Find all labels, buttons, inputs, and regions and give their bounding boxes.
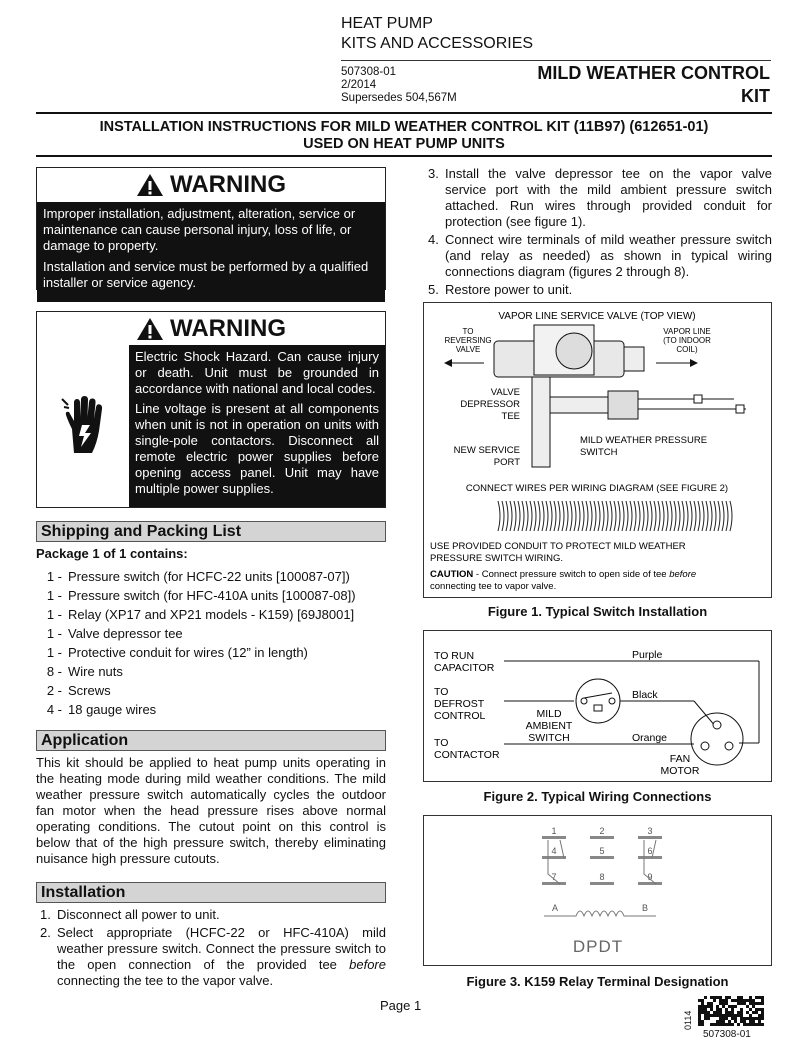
warning-para-1: Improper installation, adjustment, alteration, service or maintenance can cause personal injury, loss of life, or damage to property. [43,206,356,253]
item-text: Pressure switch (for HCFC-22 units [100087-07]) [68,569,350,584]
list-item [40,681,390,700]
category-line-1: HEAT PUMP [341,15,433,32]
step-text-part: Select appropriate (HCFC-22 or HFC-410A) mild weather pressure switch. Connect the pressure switch to the open connection of the provided tee [57,925,386,972]
item-text: Valve depressor tee [68,626,183,641]
warning-body [129,345,385,507]
warning-heading [37,312,385,345]
relay-terminal-label: 4 [551,846,557,856]
relay-terminal [542,836,566,839]
relay-coil-icon [544,911,656,916]
fig1-label-switch: SWITCH [580,447,618,458]
fig2-label-contactor: TO [434,737,449,749]
fig1-title: VAPOR LINE SERVICE VALVE (TOP VIEW) [498,311,696,322]
list-item [40,700,390,719]
figure-3-diagram [423,815,772,966]
coil-label-a: A [552,903,559,913]
packing-list [40,567,390,719]
relay-terminal-label: 3 [647,826,653,836]
step-number: 3. [428,166,439,181]
fig2-label-black: Black [632,689,658,701]
fig1-label-vapor: COIL) [676,345,698,354]
relay-terminal [542,882,566,885]
step-5 [428,282,772,298]
category-line-2: KITS AND ACCESSORIES [341,35,534,52]
relay-terminal-label: 8 [599,872,605,882]
relay-terminal [638,882,662,885]
relay-terminal-label: 6 [647,846,653,856]
fig1-label-reversing: REVERSING [444,336,492,345]
item-text: Screws [68,683,111,698]
fig1-label-depressor: VALVE [490,387,520,398]
fig1-label-depressor: TEE [501,411,520,422]
fig2-label-defrost: CONTROL [434,710,486,722]
item-text: Protective conduit for wires (12” in length) [68,645,308,660]
step-text: Install the valve depressor tee on the vapor valve service port with the mild ambient pressure switch attached. Run wires through provided conduit for protection (see figure 1). [445,166,772,229]
step-number: 1. [40,907,51,922]
fig2-label-mild: MILD [536,708,562,720]
figure-3-caption: Figure 3. K159 Relay Terminal Designation [466,974,729,989]
item-text: Relay (XP17 and XP21 models - K159) [69J8001] [68,607,355,622]
figure-2-caption: Figure 2. Typical Wiring Connections [483,789,712,804]
relay-terminal-label: 7 [551,872,557,882]
installation-steps-right [428,166,772,298]
electric-shock-hand-icon [37,345,129,507]
title-line-1: INSTALLATION INSTRUCTIONS FOR MILD WEATHER CONTROL KIT (11B97) (612651-01) [99,119,709,135]
warning-box-general [36,167,386,290]
doc-number: 507308-01 [341,66,396,78]
warning-para-2: Installation and service must be performed by a qualified installer or service agency. [43,259,369,290]
fig3-relay-type: DPDT [572,937,624,956]
relay-terminal-label: 1 [551,826,557,836]
page-title [36,119,772,153]
relay-terminal-label: 2 [599,826,605,836]
fig2-label-run-cap: TO RUN [434,650,475,662]
section-heading-installation: Installation [36,882,386,903]
document-category [341,14,533,54]
item-quantity: 4 - [46,702,62,717]
fig1-label-connect: CONNECT WIRES PER WIRING DIAGRAM (SEE FIGURE 2) [465,483,729,494]
fig1-label-reversing: VALVE [455,345,481,354]
fig2-label-mild: SWITCH [528,732,570,744]
fig1-label-vapor: (TO INDOOR [663,336,711,345]
fig2-label-defrost: DEFROST [434,698,485,710]
relay-terminal-label: 9 [647,872,653,882]
warning-heading-text: WARNING [170,314,286,342]
switch-installation-drawing [424,303,771,597]
list-item [40,586,390,605]
wiring-connections-drawing [424,631,771,781]
product-line-2: KIT [741,86,770,106]
warning-heading [37,168,385,202]
section-heading-shipping: Shipping and Packing List [36,521,386,542]
fig2-label-purple: Purple [632,649,663,661]
title-line-2: USED ON HEAT PUMP UNITS [303,136,505,152]
step-4 [428,232,772,280]
item-quantity: 1 - [46,645,62,660]
fig1-label-vapor: VAPOR LINE [663,327,711,336]
relay-terminal [590,836,614,839]
document-meta [341,66,457,105]
fig2-label-defrost: TO [434,686,449,698]
step-number: 2. [40,925,51,940]
step-text-part: connecting the tee to the vapor valve. [57,973,274,988]
list-item [40,643,390,662]
fig1-label-conduit: USE PROVIDED CONDUIT TO PROTECT MILD WEATHER [430,541,686,552]
fig1-caution: CAUTION - Connect pressure switch to open side of tee before [430,569,697,580]
supersedes: Supersedes 504,567M [341,92,457,104]
barcode-icon [698,996,764,1026]
warning-body [37,202,385,302]
package-intro: Package 1 of 1 contains: [36,546,188,561]
item-quantity: 8 - [46,664,62,679]
fig2-label-orange: Orange [632,732,668,744]
step-text: Restore power to unit. [445,282,573,297]
relay-terminal [638,836,662,839]
step-number: 5. [428,282,439,297]
step-1 [40,907,386,923]
fig2-label-run-cap: CAPACITOR [434,662,495,674]
fig1-label-reversing: TO [462,327,474,336]
page-number: Page 1 [380,998,422,1013]
figure-2-diagram [423,630,772,782]
relay-terminal [638,856,662,859]
fig1-label-switch: MILD WEATHER PRESSURE [580,435,708,446]
relay-terminal-drawing [424,816,771,965]
relay-terminal [590,882,614,885]
product-line-1: MILD WEATHER CONTROL [537,63,770,83]
footer-doc-number: 507308-01 [703,1029,751,1040]
fig1-caution-2: connecting tee to vapor valve. [430,581,557,592]
item-text: Wire nuts [68,664,123,679]
warning-heading-text: WARNING [170,171,286,198]
fig1-label-depressor: DEPRESSOR [460,399,520,410]
warning-para-1: Electric Shock Hazard. Can cause injury or death. Unit must be grounded in accordance with national and local codes. [135,349,379,396]
fig1-label-conduit: PRESSURE SWITCH WIRING. [430,553,564,564]
step-number: 4. [428,232,439,247]
installation-steps-left [40,907,386,989]
relay-terminal [542,856,566,859]
item-quantity: 1 - [46,626,62,641]
fig1-label-port: PORT [493,457,520,468]
fig2-label-fan: FAN [669,753,691,765]
footer-code: 0114 [683,1010,693,1030]
step-3 [428,166,772,230]
warning-triangle-icon [136,173,164,197]
step-text [57,925,386,989]
title-rule-bottom [36,155,772,157]
item-quantity: 2 - [46,683,62,698]
relay-terminal [590,856,614,859]
fig2-label-fan: MOTOR [660,765,700,777]
title-rule-top [36,112,772,114]
step-2 [40,925,386,989]
conduit-drawing [498,501,732,531]
item-text: 18 gauge wires [68,702,157,717]
item-text: Pressure switch (for HFC-410A units [100087-08]) [68,588,356,603]
product-name [537,62,770,108]
warning-triangle-icon [136,317,164,341]
header-rule [341,60,771,61]
list-item [40,662,390,681]
step-text-emphasis: before [349,957,386,972]
list-item [40,567,390,586]
fig2-label-mild: AMBIENT [525,720,573,732]
item-quantity: 1 - [46,607,62,622]
step-text: Disconnect all power to unit. [57,907,220,922]
item-quantity: 1 - [46,588,62,603]
item-quantity: 1 - [46,569,62,584]
warning-box-electric [36,311,386,508]
warning-para-2: Line voltage is present at all components when unit is not in operation on units with single-pole contactors. Disconnect all remote electric power supplies before opening access panel. Unit may have multiple power supplies. [135,401,379,496]
list-item [40,624,390,643]
step-text: Connect wire terminals of mild weather pressure switch (and relay as needed) as shown in typical wiring connections diagram (figures 2 through 8). [445,232,772,279]
application-text: This kit should be applied to heat pump units operating in the heating mode during mild weather conditions. The mild weather pressure switch automatically cycles the outdoor fan motor when the head pressure rises above normal operating conditions. The cutout point on this control is below that of the high pressure switch, thereby eliminating nuisance high pressure cutouts. [36,755,386,866]
figure-1-diagram [423,302,772,598]
fig1-label-port: NEW SERVICE [453,445,520,456]
section-heading-application: Application [36,730,386,751]
figure-1-caption: Figure 1. Typical Switch Installation [487,604,708,619]
relay-terminal-label: 5 [599,846,605,856]
coil-label-b: B [642,903,649,913]
list-item [40,605,390,624]
fig2-label-contactor: CONTACTOR [434,749,500,761]
doc-date: 2/2014 [341,79,377,91]
